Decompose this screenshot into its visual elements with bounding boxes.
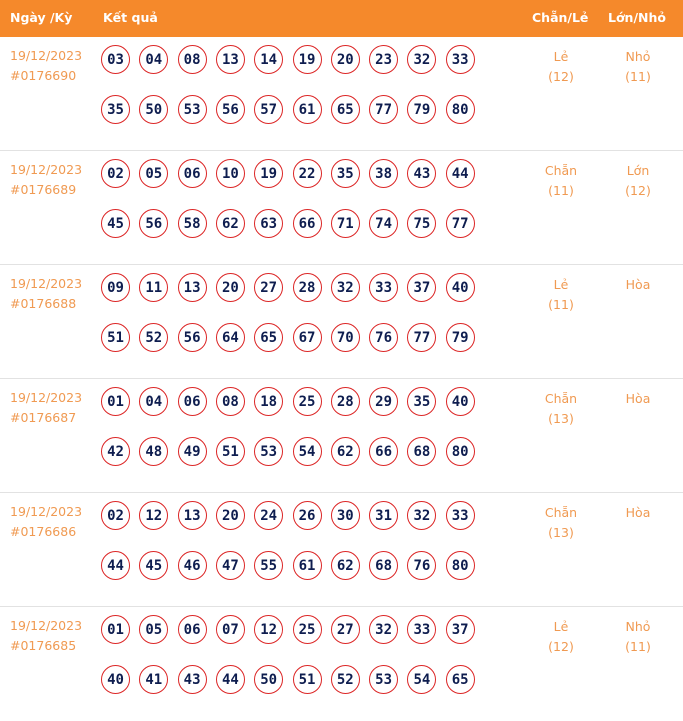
column-header-result: Kết quả bbox=[103, 10, 158, 25]
draw-row bbox=[0, 607, 683, 721]
number-ball: 33 bbox=[446, 45, 475, 74]
number-ball: 11 bbox=[139, 273, 168, 302]
number-ball: 62 bbox=[331, 551, 360, 580]
chanle-count: (11) bbox=[548, 183, 574, 198]
number-ball: 53 bbox=[254, 437, 283, 466]
number-ball: 43 bbox=[178, 665, 207, 694]
lonnho-count: (11) bbox=[625, 639, 651, 654]
number-ball: 76 bbox=[369, 323, 398, 352]
number-ball: 30 bbox=[331, 501, 360, 530]
number-ball: 42 bbox=[101, 437, 130, 466]
number-ball: 20 bbox=[216, 273, 245, 302]
draw-date: 19/12/2023 bbox=[10, 48, 83, 63]
lonnho-result bbox=[608, 47, 668, 87]
lonnho-result bbox=[608, 161, 668, 201]
draw-row bbox=[0, 37, 683, 151]
number-ball: 44 bbox=[446, 159, 475, 188]
number-ball: 68 bbox=[407, 437, 436, 466]
number-ball: 19 bbox=[254, 159, 283, 188]
column-header-chanle: Chẵn/Lẻ bbox=[532, 10, 589, 25]
column-header-lonnho: Lớn/Nhỏ bbox=[608, 10, 666, 25]
number-ball: 05 bbox=[139, 615, 168, 644]
draw-period-id: #0176685 bbox=[10, 638, 77, 653]
number-ball: 06 bbox=[178, 159, 207, 188]
lonnho-result bbox=[608, 389, 668, 409]
number-ball: 70 bbox=[331, 323, 360, 352]
number-ball: 62 bbox=[331, 437, 360, 466]
number-ball: 67 bbox=[293, 323, 322, 352]
number-ball: 25 bbox=[293, 615, 322, 644]
number-ball: 06 bbox=[178, 387, 207, 416]
number-ball: 53 bbox=[178, 95, 207, 124]
number-ball: 27 bbox=[254, 273, 283, 302]
draw-period-id: #0176687 bbox=[10, 410, 77, 425]
lonnho-result bbox=[608, 617, 668, 657]
number-ball: 65 bbox=[331, 95, 360, 124]
number-ball: 40 bbox=[446, 273, 475, 302]
lonnho-result bbox=[608, 503, 668, 523]
chanle-result bbox=[531, 47, 591, 87]
results-table-header bbox=[0, 0, 683, 37]
draw-row bbox=[0, 493, 683, 607]
chanle-value: Chẵn bbox=[544, 391, 578, 406]
number-ball: 68 bbox=[369, 551, 398, 580]
number-ball: 27 bbox=[331, 615, 360, 644]
number-ball: 32 bbox=[407, 45, 436, 74]
number-ball: 28 bbox=[293, 273, 322, 302]
draw-period-id: #0176686 bbox=[10, 524, 77, 539]
number-ball: 66 bbox=[293, 209, 322, 238]
number-ball: 02 bbox=[101, 159, 130, 188]
number-ball: 53 bbox=[369, 665, 398, 694]
chanle-result bbox=[531, 503, 591, 543]
number-ball: 79 bbox=[446, 323, 475, 352]
chanle-result bbox=[531, 389, 591, 429]
number-ball: 45 bbox=[101, 209, 130, 238]
draw-date: 19/12/2023 bbox=[10, 276, 83, 291]
number-ball: 35 bbox=[101, 95, 130, 124]
number-ball: 13 bbox=[178, 273, 207, 302]
number-ball: 07 bbox=[216, 615, 245, 644]
number-ball: 32 bbox=[407, 501, 436, 530]
number-ball: 35 bbox=[407, 387, 436, 416]
draw-row bbox=[0, 151, 683, 265]
number-ball: 56 bbox=[178, 323, 207, 352]
number-ball: 24 bbox=[254, 501, 283, 530]
number-ball: 47 bbox=[216, 551, 245, 580]
number-ball: 52 bbox=[331, 665, 360, 694]
number-ball: 14 bbox=[254, 45, 283, 74]
number-ball: 01 bbox=[101, 387, 130, 416]
number-ball: 66 bbox=[369, 437, 398, 466]
chanle-count: (11) bbox=[548, 297, 574, 312]
number-ball: 35 bbox=[331, 159, 360, 188]
chanle-count: (12) bbox=[548, 639, 574, 654]
number-ball: 32 bbox=[331, 273, 360, 302]
number-ball: 13 bbox=[178, 501, 207, 530]
lonnho-value: Hòa bbox=[625, 391, 651, 406]
number-ball: 04 bbox=[139, 387, 168, 416]
number-ball: 76 bbox=[407, 551, 436, 580]
number-ball: 12 bbox=[254, 615, 283, 644]
draw-row bbox=[0, 379, 683, 493]
number-ball: 58 bbox=[178, 209, 207, 238]
number-ball: 63 bbox=[254, 209, 283, 238]
number-ball: 80 bbox=[446, 95, 475, 124]
number-ball: 56 bbox=[139, 209, 168, 238]
number-ball: 28 bbox=[331, 387, 360, 416]
number-ball: 33 bbox=[446, 501, 475, 530]
number-ball: 52 bbox=[139, 323, 168, 352]
number-ball: 33 bbox=[369, 273, 398, 302]
chanle-value: Chẵn bbox=[544, 163, 578, 178]
draw-period-id: #0176688 bbox=[10, 296, 77, 311]
chanle-result bbox=[531, 161, 591, 201]
chanle-count: (12) bbox=[548, 69, 574, 84]
number-ball: 80 bbox=[446, 437, 475, 466]
lonnho-value: Lớn bbox=[626, 163, 650, 178]
number-ball: 37 bbox=[446, 615, 475, 644]
number-ball: 40 bbox=[446, 387, 475, 416]
draw-date: 19/12/2023 bbox=[10, 504, 83, 519]
number-ball: 77 bbox=[446, 209, 475, 238]
number-ball: 02 bbox=[101, 501, 130, 530]
number-ball: 74 bbox=[369, 209, 398, 238]
number-ball: 18 bbox=[254, 387, 283, 416]
draw-period-id: #0176690 bbox=[10, 68, 77, 83]
results-table-body bbox=[0, 37, 683, 721]
number-ball: 54 bbox=[407, 665, 436, 694]
number-ball: 08 bbox=[178, 45, 207, 74]
lonnho-value: Hòa bbox=[625, 505, 651, 520]
chanle-result bbox=[531, 617, 591, 657]
lonnho-count: (11) bbox=[625, 69, 651, 84]
number-ball: 44 bbox=[101, 551, 130, 580]
chanle-count: (13) bbox=[548, 411, 574, 426]
number-ball: 08 bbox=[216, 387, 245, 416]
number-ball: 12 bbox=[139, 501, 168, 530]
number-ball: 56 bbox=[216, 95, 245, 124]
number-ball: 50 bbox=[139, 95, 168, 124]
number-ball: 23 bbox=[369, 45, 398, 74]
draw-row bbox=[0, 265, 683, 379]
number-ball: 29 bbox=[369, 387, 398, 416]
number-ball: 51 bbox=[101, 323, 130, 352]
number-ball: 77 bbox=[407, 323, 436, 352]
number-ball: 31 bbox=[369, 501, 398, 530]
number-ball: 51 bbox=[216, 437, 245, 466]
number-ball: 19 bbox=[293, 45, 322, 74]
number-ball: 46 bbox=[178, 551, 207, 580]
number-ball: 06 bbox=[178, 615, 207, 644]
number-ball: 26 bbox=[293, 501, 322, 530]
number-ball: 65 bbox=[446, 665, 475, 694]
number-ball: 77 bbox=[369, 95, 398, 124]
number-ball: 37 bbox=[407, 273, 436, 302]
number-ball: 48 bbox=[139, 437, 168, 466]
number-ball: 40 bbox=[101, 665, 130, 694]
number-ball: 09 bbox=[101, 273, 130, 302]
lonnho-result bbox=[608, 275, 668, 295]
number-ball: 80 bbox=[446, 551, 475, 580]
number-ball: 05 bbox=[139, 159, 168, 188]
lonnho-count: (12) bbox=[625, 183, 651, 198]
draw-date: 19/12/2023 bbox=[10, 162, 83, 177]
number-ball: 22 bbox=[293, 159, 322, 188]
number-ball: 79 bbox=[407, 95, 436, 124]
lonnho-value: Nhỏ bbox=[625, 49, 651, 64]
number-ball: 33 bbox=[407, 615, 436, 644]
number-ball: 55 bbox=[254, 551, 283, 580]
number-ball: 43 bbox=[407, 159, 436, 188]
draw-date: 19/12/2023 bbox=[10, 390, 83, 405]
column-header-date: Ngày /Kỳ bbox=[10, 10, 73, 25]
draw-date: 19/12/2023 bbox=[10, 618, 83, 633]
number-ball: 65 bbox=[254, 323, 283, 352]
number-ball: 38 bbox=[369, 159, 398, 188]
chanle-value: Chẵn bbox=[544, 505, 578, 520]
number-ball: 64 bbox=[216, 323, 245, 352]
number-ball: 57 bbox=[254, 95, 283, 124]
number-ball: 45 bbox=[139, 551, 168, 580]
lonnho-value: Hòa bbox=[625, 277, 651, 292]
number-ball: 61 bbox=[293, 95, 322, 124]
number-ball: 10 bbox=[216, 159, 245, 188]
chanle-result bbox=[531, 275, 591, 315]
number-ball: 61 bbox=[293, 551, 322, 580]
number-ball: 20 bbox=[216, 501, 245, 530]
number-ball: 50 bbox=[254, 665, 283, 694]
number-ball: 62 bbox=[216, 209, 245, 238]
number-ball: 25 bbox=[293, 387, 322, 416]
lonnho-value: Nhỏ bbox=[625, 619, 651, 634]
number-ball: 41 bbox=[139, 665, 168, 694]
chanle-value: Lẻ bbox=[553, 619, 569, 634]
number-ball: 01 bbox=[101, 615, 130, 644]
chanle-value: Lẻ bbox=[553, 277, 569, 292]
chanle-count: (13) bbox=[548, 525, 574, 540]
number-ball: 49 bbox=[178, 437, 207, 466]
draw-period-id: #0176689 bbox=[10, 182, 77, 197]
number-ball: 13 bbox=[216, 45, 245, 74]
number-ball: 32 bbox=[369, 615, 398, 644]
number-ball: 03 bbox=[101, 45, 130, 74]
chanle-value: Lẻ bbox=[553, 49, 569, 64]
number-ball: 51 bbox=[293, 665, 322, 694]
number-ball: 04 bbox=[139, 45, 168, 74]
number-ball: 54 bbox=[293, 437, 322, 466]
number-ball: 75 bbox=[407, 209, 436, 238]
number-ball: 71 bbox=[331, 209, 360, 238]
number-ball: 20 bbox=[331, 45, 360, 74]
number-ball: 44 bbox=[216, 665, 245, 694]
